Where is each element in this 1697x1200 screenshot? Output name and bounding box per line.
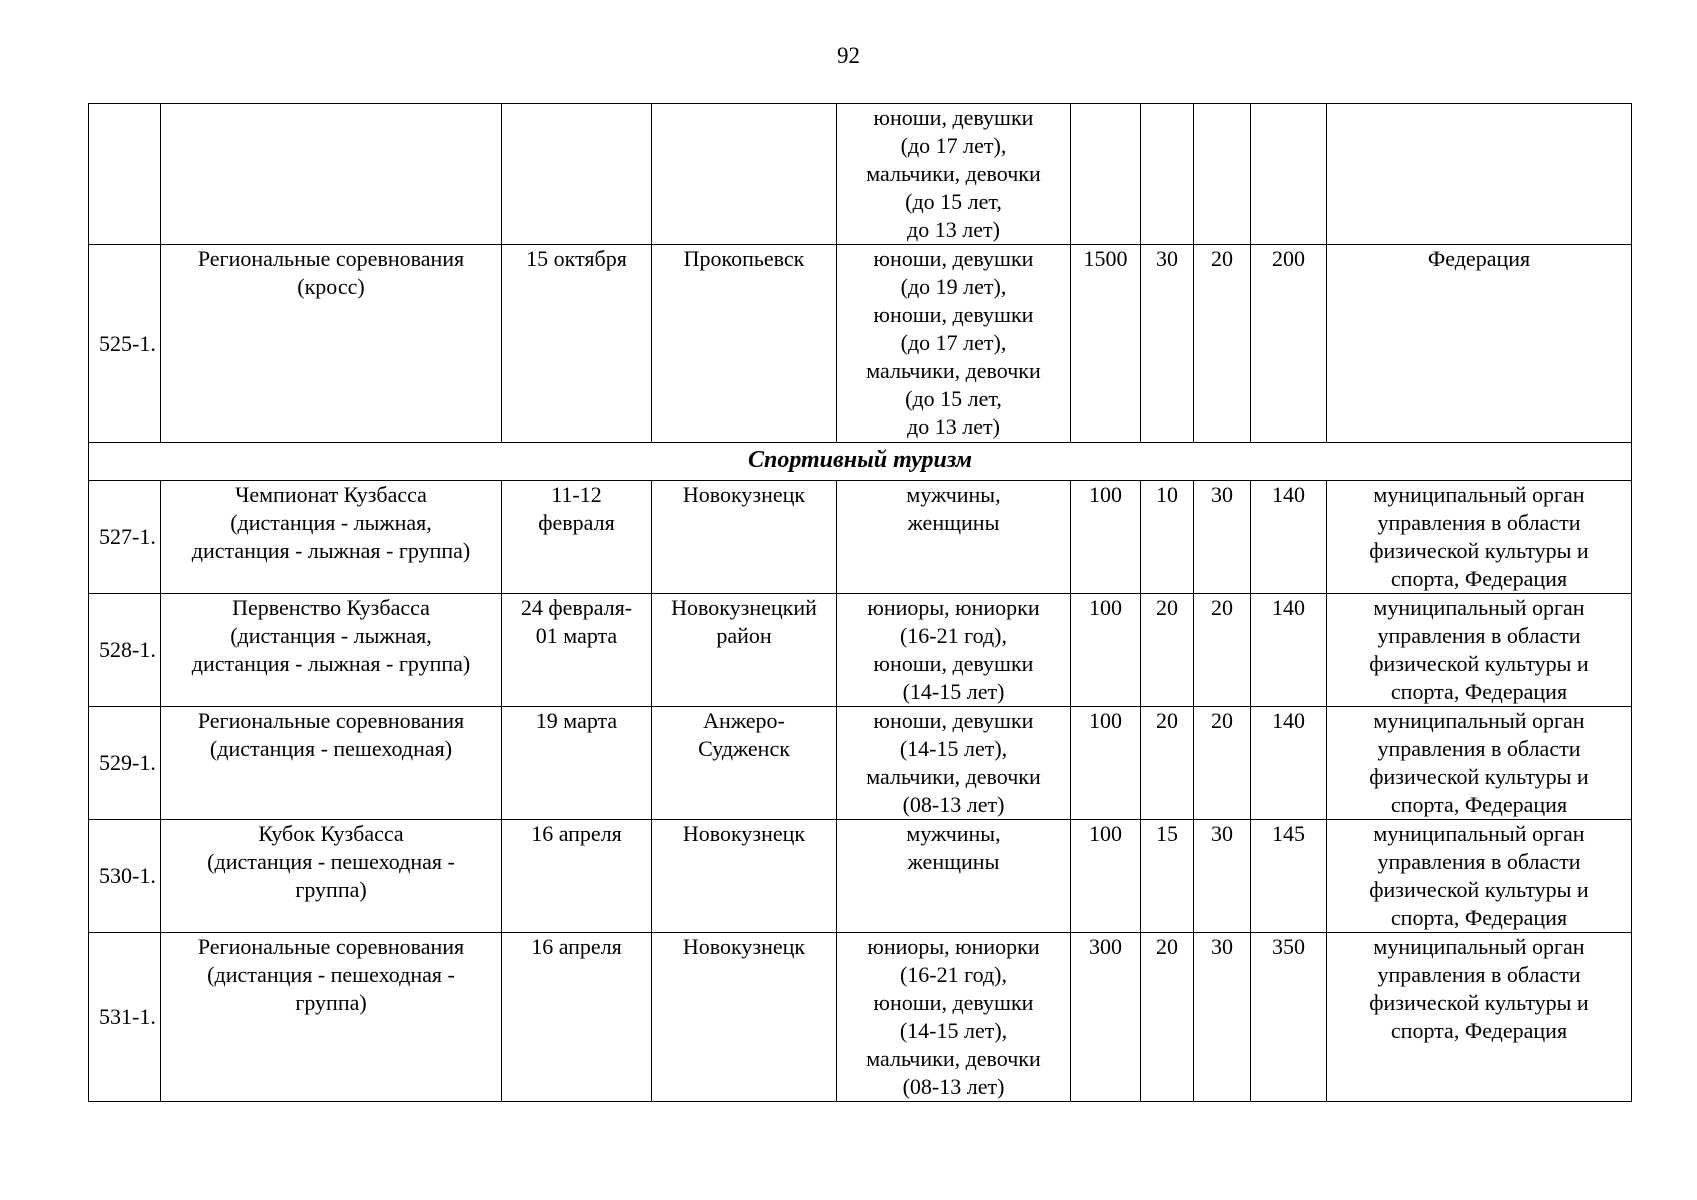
participants-cell: юниоры, юниорки (16-21 год), юноши, девушки (14-15 лет) xyxy=(837,594,1071,707)
count-1-cell: 100 xyxy=(1071,820,1141,933)
count-total-cell xyxy=(1251,104,1327,245)
event-name-cell: Региональные соревнования (кросс) xyxy=(161,245,502,443)
count-3-cell: 20 xyxy=(1194,594,1251,707)
event-date-cell: 15 октября xyxy=(502,245,652,443)
event-place-cell xyxy=(652,104,837,245)
events-table xyxy=(88,103,1632,1102)
count-1-cell: 100 xyxy=(1071,707,1141,820)
table-row xyxy=(89,594,1632,707)
count-3-cell: 20 xyxy=(1194,707,1251,820)
count-total-cell: 140 xyxy=(1251,594,1327,707)
count-1-cell: 100 xyxy=(1071,594,1141,707)
organizer-cell: муниципальный орган управления в области физической культуры и спорта, Федерация xyxy=(1327,707,1632,820)
row-number-cell: 525-1. xyxy=(89,245,161,443)
count-1-cell: 100 xyxy=(1071,481,1141,594)
section-row xyxy=(89,443,1632,481)
event-name-cell: Региональные соревнования (дистанция - пешеходная - группа) xyxy=(161,933,502,1102)
event-place-cell: Прокопьевск xyxy=(652,245,837,443)
count-2-cell: 30 xyxy=(1141,245,1194,443)
count-total-cell: 140 xyxy=(1251,707,1327,820)
count-1-cell: 300 xyxy=(1071,933,1141,1102)
organizer-cell: муниципальный орган управления в области физической культуры и спорта, Федерация xyxy=(1327,933,1632,1102)
table-body-before xyxy=(89,104,1632,443)
count-1-cell xyxy=(1071,104,1141,245)
event-name-cell: Первенство Кузбасса (дистанция - лыжная, дистанция - лыжная - группа) xyxy=(161,594,502,707)
table-row xyxy=(89,245,1632,443)
participants-cell: мужчины, женщины xyxy=(837,481,1071,594)
event-place-cell: Анжеро- Судженск xyxy=(652,707,837,820)
row-number-cell: 531-1. xyxy=(89,933,161,1102)
participants-cell: мужчины, женщины xyxy=(837,820,1071,933)
event-date-cell: 16 апреля xyxy=(502,820,652,933)
count-1-cell: 1500 xyxy=(1071,245,1141,443)
count-3-cell: 30 xyxy=(1194,933,1251,1102)
participants-cell: юноши, девушки (до 19 лет), юноши, девушки (до 17 лет), мальчики, девочки (до 15 лет, до 13 лет) xyxy=(837,245,1071,443)
row-number-cell: 529-1. xyxy=(89,707,161,820)
event-place-cell: Новокузнецк xyxy=(652,820,837,933)
row-number-cell: 530-1. xyxy=(89,820,161,933)
row-number-cell: 528-1. xyxy=(89,594,161,707)
event-date-cell: 16 апреля xyxy=(502,933,652,1102)
organizer-cell: муниципальный орган управления в области физической культуры и спорта, Федерация xyxy=(1327,594,1632,707)
event-name-cell: Чемпионат Кузбасса (дистанция - лыжная, дистанция - лыжная - группа) xyxy=(161,481,502,594)
page-number: 92 xyxy=(837,43,860,68)
organizer-cell: муниципальный орган управления в области физической культуры и спорта, Федерация xyxy=(1327,481,1632,594)
organizer-cell xyxy=(1327,104,1632,245)
table-body-after xyxy=(89,481,1632,1102)
count-2-cell: 10 xyxy=(1141,481,1194,594)
count-3-cell: 30 xyxy=(1194,820,1251,933)
event-name-cell xyxy=(161,104,502,245)
participants-cell: юноши, девушки (до 17 лет), мальчики, девочки (до 15 лет, до 13 лет) xyxy=(837,104,1071,245)
count-2-cell: 15 xyxy=(1141,820,1194,933)
event-place-cell: Новокузнецк xyxy=(652,933,837,1102)
count-3-cell: 20 xyxy=(1194,245,1251,443)
table-row xyxy=(89,104,1632,245)
table-row xyxy=(89,707,1632,820)
event-name-cell: Кубок Кузбасса (дистанция - пешеходная - группа) xyxy=(161,820,502,933)
table-row xyxy=(89,933,1632,1102)
event-date-cell: 24 февраля- 01 марта xyxy=(502,594,652,707)
section-block xyxy=(89,443,1632,481)
count-total-cell: 200 xyxy=(1251,245,1327,443)
participants-cell: юниоры, юниорки (16-21 год), юноши, девушки (14-15 лет), мальчики, девочки (08-13 лет) xyxy=(837,933,1071,1102)
event-place-cell: Новокузнецк xyxy=(652,481,837,594)
table-row xyxy=(89,481,1632,594)
count-3-cell xyxy=(1194,104,1251,245)
event-date-cell: 11-12 февраля xyxy=(502,481,652,594)
count-total-cell: 145 xyxy=(1251,820,1327,933)
row-number-cell xyxy=(89,104,161,245)
event-place-cell: Новокузнецкий район xyxy=(652,594,837,707)
count-2-cell xyxy=(1141,104,1194,245)
row-number-cell: 527-1. xyxy=(89,481,161,594)
table-row xyxy=(89,820,1632,933)
section-title: Спортивный туризм xyxy=(89,443,1632,481)
count-3-cell: 30 xyxy=(1194,481,1251,594)
event-name-cell: Региональные соревнования (дистанция - пешеходная) xyxy=(161,707,502,820)
event-date-cell xyxy=(502,104,652,245)
count-2-cell: 20 xyxy=(1141,594,1194,707)
count-2-cell: 20 xyxy=(1141,707,1194,820)
organizer-cell: муниципальный орган управления в области физической культуры и спорта, Федерация xyxy=(1327,820,1632,933)
count-total-cell: 350 xyxy=(1251,933,1327,1102)
participants-cell: юноши, девушки (14-15 лет), мальчики, девочки (08-13 лет) xyxy=(837,707,1071,820)
event-date-cell: 19 марта xyxy=(502,707,652,820)
count-total-cell: 140 xyxy=(1251,481,1327,594)
count-2-cell: 20 xyxy=(1141,933,1194,1102)
organizer-cell: Федерация xyxy=(1327,245,1632,443)
